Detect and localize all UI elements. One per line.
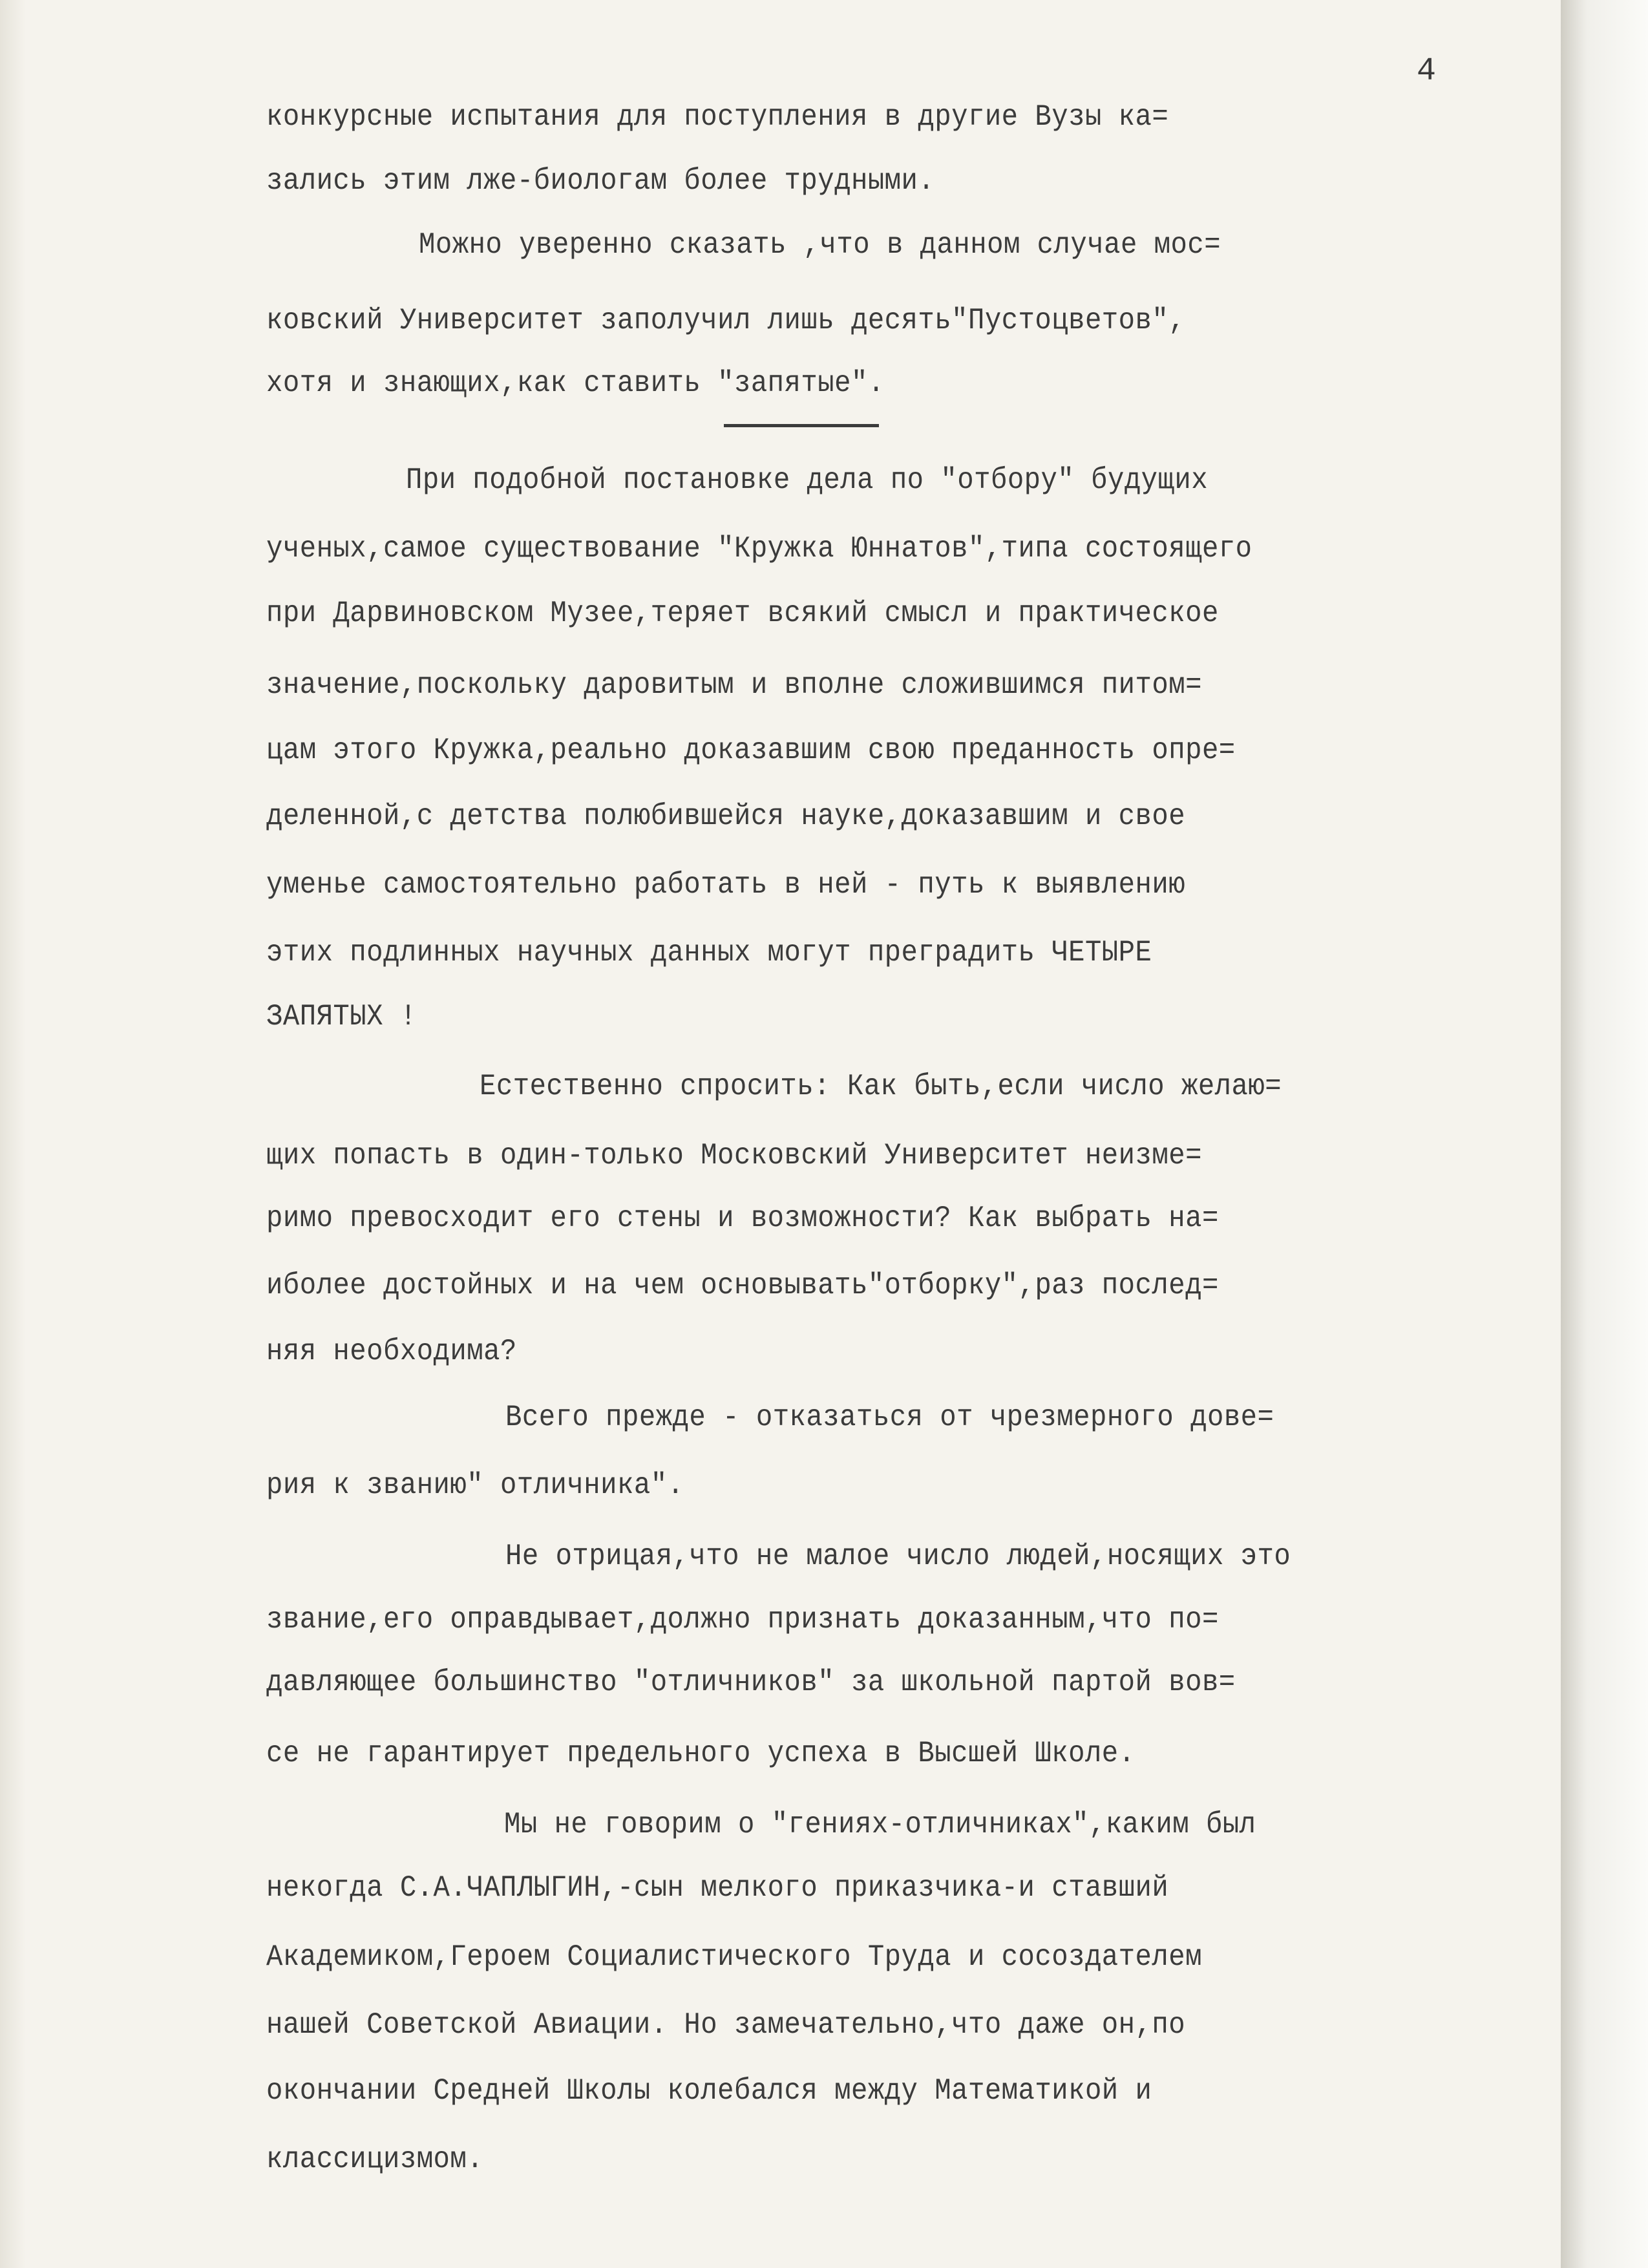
text-line: хотя и знающих,как ставить "запятые".: [266, 366, 885, 400]
text-line: Можно уверенно сказать ,что в данном случае мос=: [419, 228, 1221, 262]
text-line: иболее достойных и на чем основывать"отборку",раз послед=: [266, 1269, 1219, 1302]
text-line: этих подлинных научных данных могут преградить ЧЕТЫРЕ: [266, 936, 1152, 970]
text-line: деленной,с детства полюбившейся науке,доказавшим и свое: [266, 800, 1186, 833]
text-line: ковский Университет заполучил лишь десять"Пустоцветов",: [266, 304, 1186, 337]
text-line: ученых,самое существование "Кружка Юннатов",типа состоящего: [266, 532, 1252, 566]
text-line: при Дарвиновском Музее,теряет всякий смысл и практическое: [266, 597, 1219, 630]
text-line: се не гарантирует предельного успеха в Высшей Школе.: [266, 1737, 1136, 1770]
text-line: окончании Средней Школы колебался между Математикой и: [266, 2074, 1152, 2108]
text-line: конкурсные испытания для поступления в другие Вузы ка=: [266, 100, 1169, 134]
text-line: классицизмом.: [266, 2143, 484, 2176]
text-line: звание,его оправдывает,должно признать доказанным,что по=: [266, 1603, 1219, 1637]
page-number: 4: [1417, 53, 1437, 90]
text-line: значение,поскольку даровитым и вполне сложившимся питом=: [266, 668, 1202, 702]
text-line: уменье самостоятельно работать в ней - путь к выявлению: [266, 868, 1186, 902]
text-line: римо превосходит его стены и возможности? Как выбрать на=: [266, 1202, 1219, 1235]
scan-background-edge: [1561, 0, 1648, 2268]
text-line: При подобной постановке дела по "отбору" будущих: [406, 463, 1209, 497]
text-line: нашей Советской Авиации. Но замечательно,что даже он,по: [266, 2008, 1186, 2042]
text-line: Мы не говорим о "гениях-отличниках",каким был: [504, 1808, 1256, 1841]
text-line: Академиком,Героем Социалистического Труда и сосоздателем: [266, 1940, 1202, 1974]
section-divider: [724, 424, 879, 427]
text-line: Всего прежде - отказаться от чрезмерного дове=: [505, 1401, 1274, 1434]
text-line: Естественно спросить: Как быть,если число желаю=: [480, 1070, 1282, 1103]
text-line: ЗАПЯТЫХ !: [266, 1000, 417, 1033]
text-line: некогда С.А.ЧАПЛЫГИН,-сын мелкого приказчика-и ставший: [266, 1871, 1169, 1905]
text-line: зались этим лже-биологам более трудными.: [266, 164, 935, 198]
text-line: рия к званию" отличника".: [266, 1468, 684, 1502]
text-line: цам этого Кружка,реально доказавшим свою преданность опре=: [266, 734, 1236, 767]
text-line: щих попасть в один-только Московский Университет неизме=: [266, 1139, 1202, 1172]
text-line: няя необходима?: [266, 1335, 517, 1368]
text-line: Не отрицая,что не малое число людей,носящих это: [505, 1540, 1291, 1573]
text-line: давляющее большинство "отличников" за школьной партой вов=: [266, 1666, 1236, 1699]
